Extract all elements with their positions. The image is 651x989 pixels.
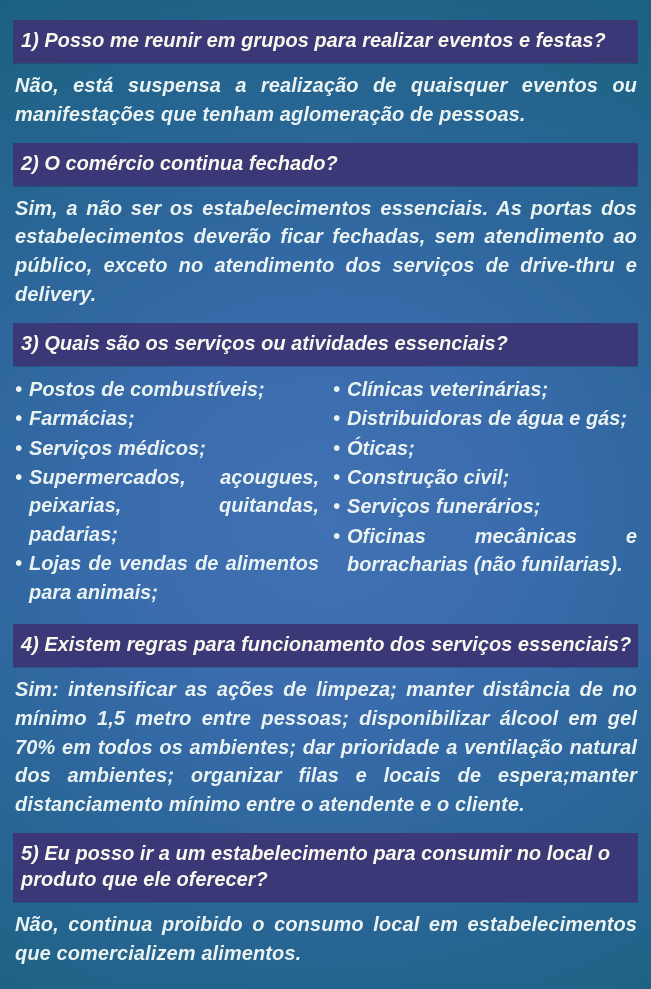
- question-banner-1: [13, 20, 638, 63]
- list-item-label: Óticas;: [347, 437, 415, 460]
- list-item: [15, 435, 319, 463]
- list-item-label: Construção civil;: [347, 466, 510, 489]
- list-item-label: Distribuidoras de água e gás;: [347, 408, 628, 431]
- list-item-label: Serviços funerários;: [347, 496, 541, 519]
- question-text-1: 1) Posso me reunir em grupos para realizar eventos e festas?: [21, 30, 606, 52]
- bullet-icon: •: [333, 408, 341, 431]
- question-text-5: 5) Eu posso ir a um estabelecimento para consumir no local o produto que ele oferecer?: [21, 842, 611, 891]
- answer-text-4: Sim: intensificar as ações de limpeza; manter distância de no mínimo 1,5 metro entre pessoas; disponibilizar álcool em gel 70% em todos os ambientes; dar prioridade a ventilação natural dos ambientes; organizar filas e locais de espera;manter distanciamento mínimo entre o atendente e o cliente.: [15, 678, 637, 817]
- essential-services-column-left: [15, 376, 319, 608]
- list-item-label: Supermercados, açougues, peixarias, quitandas, padarias;: [29, 466, 319, 546]
- list-item-label: Clínicas veterinárias;: [347, 378, 549, 401]
- essential-services-column-right: [333, 376, 637, 608]
- list-item-label: Lojas de vendas de alimentos para animais;: [29, 553, 319, 604]
- bullet-icon: •: [15, 378, 23, 401]
- question-banner-2: [13, 143, 638, 186]
- faq-section-4: [0, 624, 651, 820]
- bullet-icon: •: [333, 378, 341, 401]
- list-item: [333, 405, 637, 433]
- bullet-icon: •: [333, 466, 341, 489]
- list-item: [333, 493, 637, 521]
- question-banner-4: [13, 624, 638, 667]
- faq-section-1: [0, 20, 651, 130]
- list-item: [333, 523, 637, 580]
- bullet-icon: •: [333, 437, 341, 460]
- list-item-label: Postos de combustíveis;: [29, 378, 265, 401]
- question-text-2: 2) O comércio continua fechado?: [21, 152, 338, 175]
- faq-section-5: [0, 833, 651, 969]
- list-item-label: Oficinas mecânicas e borracharias (não funilarias).: [347, 525, 637, 577]
- list-item-label: Serviços médicos;: [29, 437, 206, 460]
- faq-section-2: [0, 143, 651, 310]
- list-item: [15, 405, 319, 433]
- bullet-icon: •: [15, 408, 23, 431]
- bullet-icon: •: [15, 553, 23, 576]
- bullet-icon: •: [15, 437, 23, 460]
- list-item-label: Farmácias;: [29, 408, 135, 431]
- list-item: [15, 376, 319, 404]
- bullet-icon: •: [333, 496, 341, 519]
- answer-text-5: Não, continua proibido o consumo local em estabelecimentos que comercializem alimentos.: [15, 913, 637, 965]
- question-banner-3: [13, 323, 638, 366]
- question-text-4: 4) Existem regras para funcionamento dos serviços essenciais?: [21, 633, 632, 656]
- list-item: [333, 435, 637, 463]
- bullet-icon: •: [15, 466, 23, 489]
- question-text-3: 3) Quais são os serviços ou atividades essenciais?: [21, 332, 508, 355]
- list-item: [15, 464, 319, 549]
- essential-services-columns: [15, 376, 637, 608]
- bullet-icon: •: [333, 525, 341, 548]
- faq-section-3: [0, 323, 651, 608]
- list-item: [333, 376, 637, 404]
- answer-text-2: Sim, a não ser os estabelecimentos essenciais. As portas dos estabelecimentos deverão ficar fechadas, sem atendimento ao público, exceto no atendimento dos serviços de drive-thru e delivery.: [15, 197, 637, 306]
- question-banner-5: [13, 833, 638, 902]
- list-item: [15, 550, 319, 607]
- answer-text-1: Não, está suspensa a realização de quaisquer eventos ou manifestações que tenham aglomeração de pessoas.: [15, 75, 637, 126]
- list-item: [333, 464, 637, 492]
